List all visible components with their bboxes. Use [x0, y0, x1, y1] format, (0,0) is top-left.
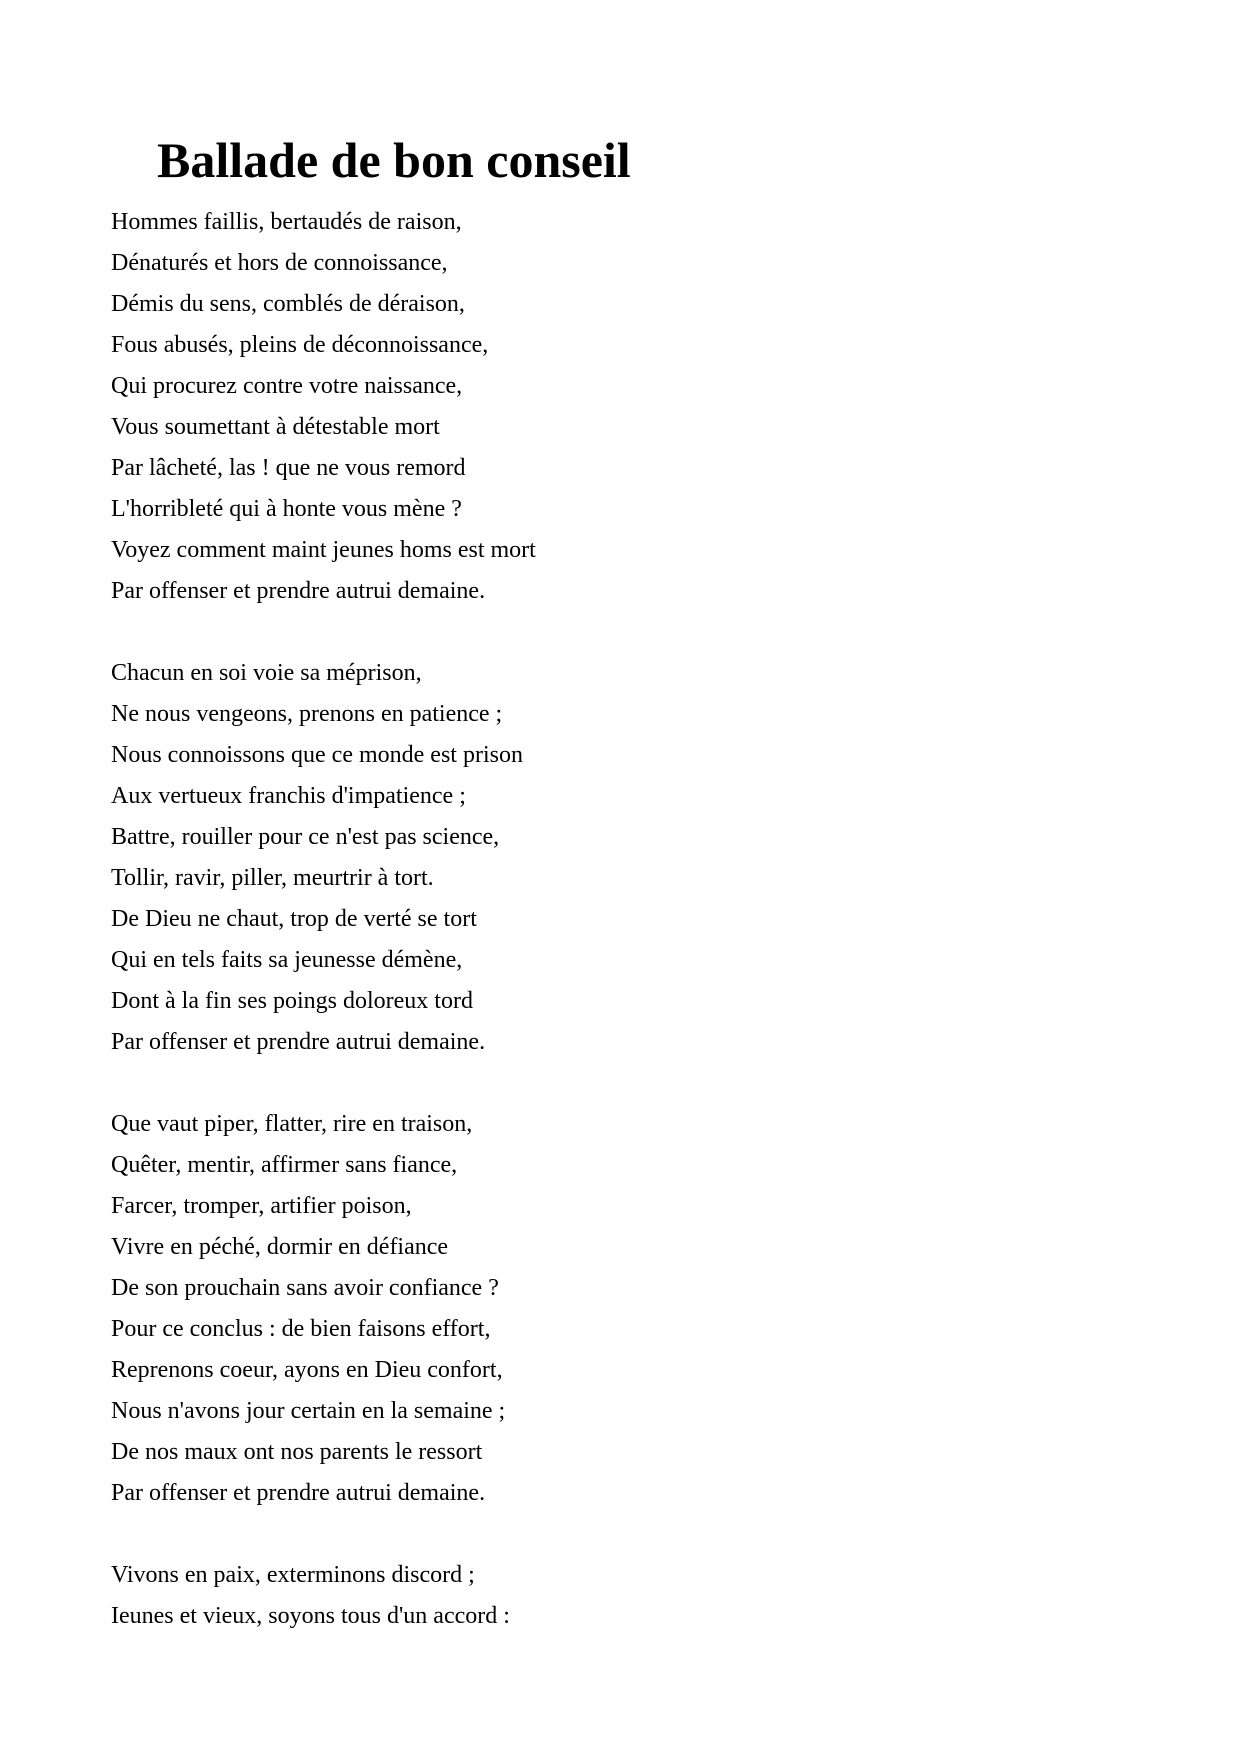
verse-line: Qui en tels faits sa jeunesse démène, — [111, 947, 463, 973]
stanza-2 — [111, 653, 1111, 1063]
refrain-line: Par offenser et prendre autrui demaine. — [111, 1029, 486, 1055]
verse-line: De son prouchain sans avoir confiance ? — [111, 1275, 499, 1301]
verse-line: De Dieu ne chaut, trop de verté se tort — [111, 906, 477, 932]
verse-line: Aux vertueux franchis d'impatience ; — [111, 783, 466, 809]
verse-line: Reprenons coeur, ayons en Dieu confort, — [111, 1357, 503, 1383]
stanza-3 — [111, 1104, 1111, 1514]
verse-line: Battre, rouiller pour ce n'est pas science, — [111, 824, 500, 850]
verse-line: Démis du sens, comblés de déraison, — [111, 291, 465, 317]
verse-line: Que vaut piper, flatter, rire en traison, — [111, 1111, 473, 1137]
refrain-line: Par offenser et prendre autrui demaine. — [111, 1480, 486, 1506]
verse-line: Pour ce conclus : de bien faisons effort, — [111, 1316, 491, 1342]
verse-line: Fous abusés, pleins de déconnoissance, — [111, 332, 489, 358]
verse-line: Ieunes et vieux, soyons tous d'un accord : — [111, 1603, 510, 1629]
verse-line: Hommes faillis, bertaudés de raison, — [111, 209, 462, 235]
verse-line: De nos maux ont nos parents le ressort — [111, 1439, 483, 1465]
verse-line: Nous connoissons que ce monde est prison — [111, 742, 523, 768]
refrain-line: Par offenser et prendre autrui demaine. — [111, 578, 486, 604]
envoi — [111, 1555, 1111, 1637]
verse-line: Dont à la fin ses poings doloreux tord — [111, 988, 473, 1014]
verse-line: Vous soumettant à détestable mort — [111, 414, 440, 440]
poem-title: Ballade de bon conseil — [157, 132, 631, 188]
verse-line: Dénaturés et hors de connoissance, — [111, 250, 448, 276]
verse-line: Tollir, ravir, piller, meurtrir à tort. — [111, 865, 434, 891]
stanza-1 — [111, 202, 1111, 612]
verse-line: Nous n'avons jour certain en la semaine ; — [111, 1398, 506, 1424]
verse-line: Par lâcheté, las ! que ne vous remord — [111, 455, 466, 481]
verse-line: L'horribleté qui à honte vous mène ? — [111, 496, 462, 522]
verse-line: Quêter, mentir, affirmer sans fiance, — [111, 1152, 458, 1178]
verse-line: Chacun en soi voie sa méprison, — [111, 660, 422, 686]
verse-line: Farcer, tromper, artifier poison, — [111, 1193, 412, 1219]
verse-line: Ne nous vengeons, prenons en patience ; — [111, 701, 503, 727]
verse-line: Vivre en péché, dormir en défiance — [111, 1234, 449, 1260]
verse-line: Voyez comment maint jeunes homs est mort — [111, 537, 536, 563]
verse-line: Qui procurez contre votre naissance, — [111, 373, 463, 399]
verse-line: Vivons en paix, exterminons discord ; — [111, 1562, 475, 1588]
poem-body — [111, 202, 1111, 1678]
